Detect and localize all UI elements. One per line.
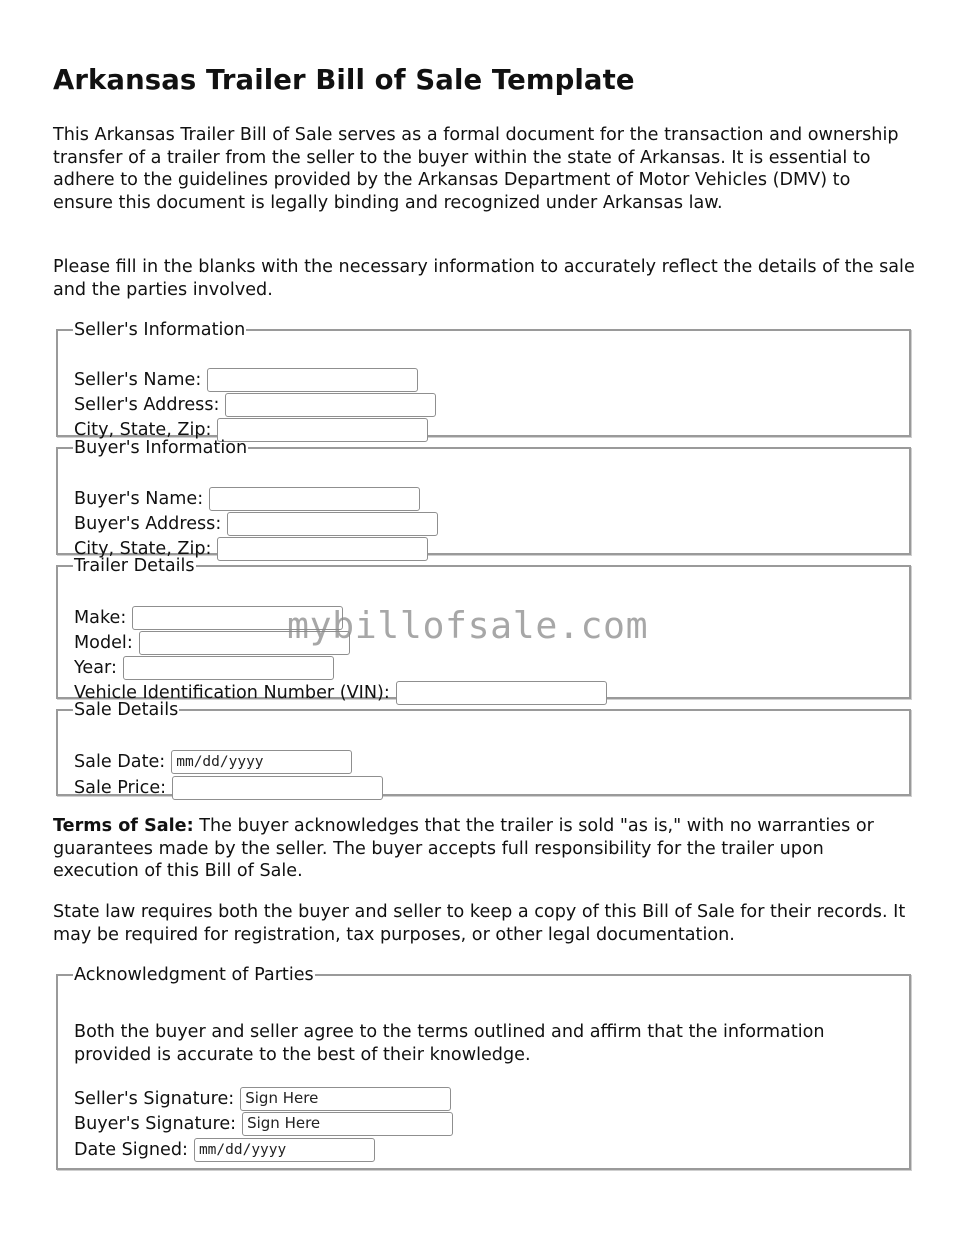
year-row <box>74 655 334 680</box>
sale-details-section <box>56 700 911 796</box>
model-row <box>74 630 350 655</box>
intro-paragraph: This Arkansas Trailer Bill of Sale serves as a formal document for the transaction and ownership transfer of a trailer from the seller to the buyer within the state of Arkansas. It is essential to adhere to the guidelines provided by the Arkansas Department of Motor Vehicles (DMV) to ensure this document is legally binding and recognized under Arkansas law. <box>53 125 899 213</box>
seller-address-input[interactable] <box>225 393 436 417</box>
acknowledgment-legend: Acknowledgment of Parties <box>74 965 314 985</box>
buyer-address-label: Buyer's Address: <box>74 513 222 534</box>
year-label: Year: <box>74 657 117 678</box>
buyer-name-row <box>74 486 420 511</box>
sale-price-input[interactable] <box>172 776 383 800</box>
seller-signature-input[interactable] <box>240 1087 451 1111</box>
make-input[interactable] <box>132 606 343 630</box>
make-label: Make: <box>74 607 127 628</box>
watermark-text: mybillofsale.com <box>287 604 649 647</box>
date-signed-label: Date Signed: <box>74 1139 188 1160</box>
make-row <box>74 605 343 630</box>
acknowledgment-text: Both the buyer and seller agree to the terms outlined and affirm that the information provided is accurate to the best of their knowledge. <box>74 1022 825 1065</box>
acknowledgment-section <box>56 965 911 1170</box>
buyer-city-label: City, State, Zip: <box>74 538 212 559</box>
buyer-name-input[interactable] <box>209 487 420 511</box>
state-law-paragraph: State law requires both the buyer and seller to keep a copy of this Bill of Sale for their records. It may be required for registration, tax purposes, or other legal documentation. <box>53 902 906 945</box>
seller-name-label: Seller's Name: <box>74 369 202 390</box>
seller-name-input[interactable] <box>207 368 418 392</box>
buyer-signature-input[interactable] <box>242 1112 453 1136</box>
buyer-name-label: Buyer's Name: <box>74 488 204 509</box>
page-title: Arkansas Trailer Bill of Sale Template <box>53 64 635 96</box>
date-signed-input[interactable] <box>194 1138 375 1162</box>
model-input[interactable] <box>139 631 350 655</box>
seller-signature-row <box>74 1086 451 1111</box>
vin-label: Vehicle Identification Number (VIN): <box>74 682 390 703</box>
seller-name-row <box>74 367 418 392</box>
buyer-signature-label: Buyer's Signature: <box>74 1113 237 1134</box>
terms-heading: Terms of Sale: <box>53 816 194 836</box>
sale-date-input[interactable] <box>171 750 352 774</box>
buyer-signature-row <box>74 1111 453 1136</box>
sale-price-label: Sale Price: <box>74 777 167 798</box>
instructions-paragraph: Please fill in the blanks with the necessary information to accurately reflect the details of the sale and the parties involved. <box>53 257 915 300</box>
date-signed-row <box>74 1137 375 1162</box>
terms-paragraph <box>53 815 915 883</box>
seller-address-row <box>74 392 436 417</box>
trailer-details-section <box>56 556 911 703</box>
sale-details-legend: Sale Details <box>74 700 179 720</box>
sale-price-row <box>74 775 383 800</box>
model-label: Model: <box>74 632 133 653</box>
sale-date-label: Sale Date: <box>74 751 166 772</box>
buyer-address-row <box>74 511 438 536</box>
buyer-info-section <box>56 438 911 559</box>
seller-signature-label: Seller's Signature: <box>74 1088 235 1109</box>
year-input[interactable] <box>123 656 334 680</box>
seller-info-section <box>56 320 911 440</box>
seller-info-legend: Seller's Information <box>74 320 246 340</box>
buyer-address-input[interactable] <box>227 512 438 536</box>
seller-address-label: Seller's Address: <box>74 394 220 415</box>
terms-text: The buyer acknowledges that the trailer is sold "as is," with no warranties or guarantees made by the seller. The buyer accepts full responsibility for the trailer upon execution of this Bill of Sale. <box>53 816 874 881</box>
buyer-info-legend: Buyer's Information <box>74 438 248 458</box>
seller-city-label: City, State, Zip: <box>74 419 212 440</box>
sale-date-row <box>74 749 352 774</box>
trailer-details-legend: Trailer Details <box>74 556 195 576</box>
